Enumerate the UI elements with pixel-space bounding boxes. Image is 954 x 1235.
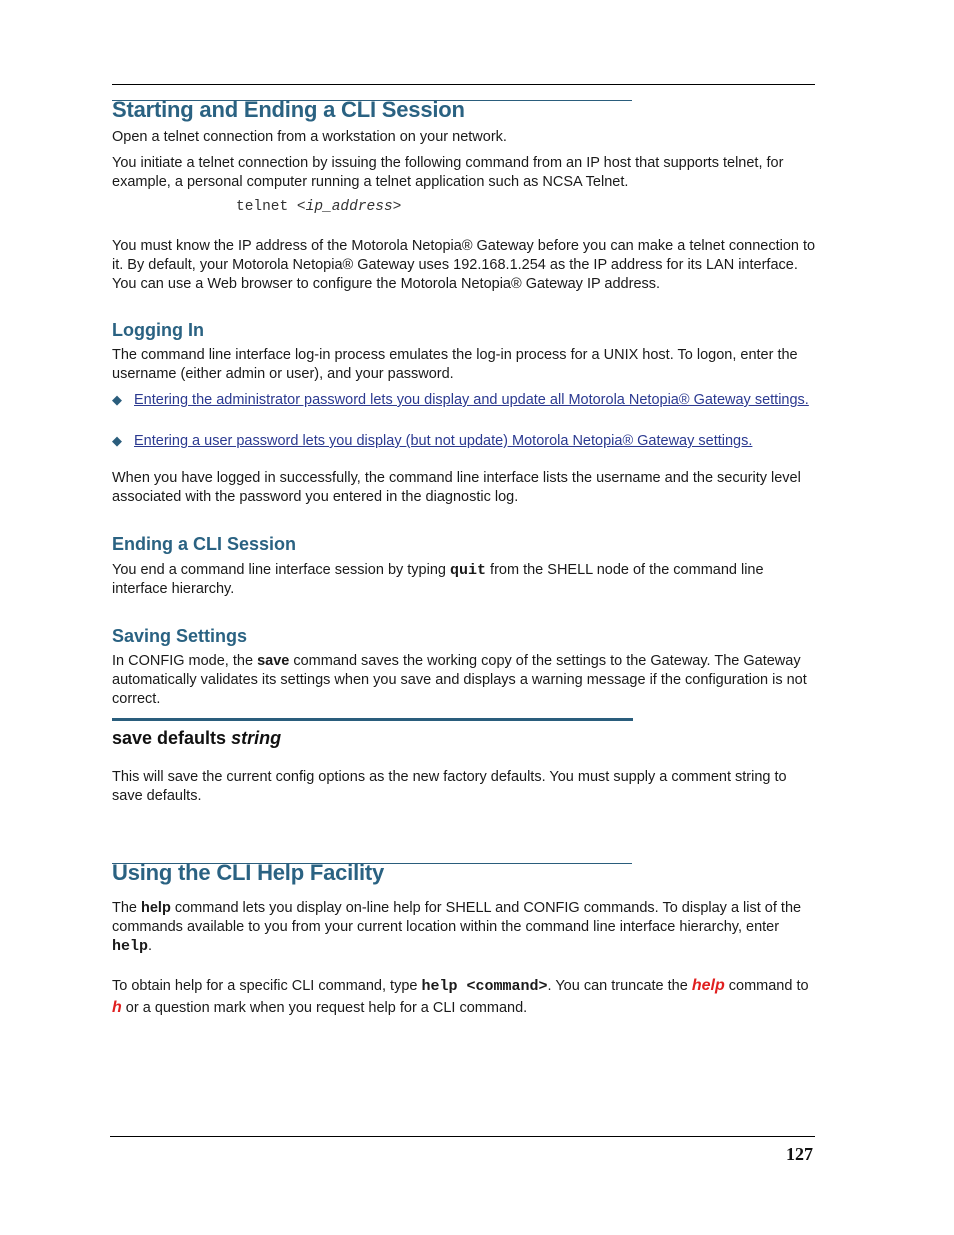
text: You end a command line interface session by typing (112, 562, 451, 578)
subsection-title: Saving Settings (112, 626, 248, 646)
text: or a question mark when you request help for a CLI command. (121, 1000, 528, 1016)
text: In CONFIG mode, the (112, 653, 258, 669)
text: The (112, 900, 142, 916)
code-example (236, 199, 401, 215)
inline-command: help (112, 938, 149, 955)
page-number: 127 (786, 1144, 813, 1164)
text: . (148, 938, 153, 954)
paragraph: Open a telnet connection from a workstation on your network. (112, 129, 507, 145)
code-text: > (392, 199, 402, 215)
text: command saves the working copy of the settings to the Gateway. The Gateway automatically validates its settings when you save and displays a warning message if the configuration is not correct. (112, 653, 807, 707)
command-arg: string (231, 728, 282, 748)
text: . You can truncate the (547, 978, 692, 994)
text: command to (724, 978, 809, 994)
subsection-title: Logging In (112, 320, 204, 340)
subsection-title: Ending a CLI Session (112, 534, 297, 554)
bold-command: help (141, 900, 171, 916)
footer-rule (110, 1136, 815, 1137)
command-title (112, 728, 281, 749)
paragraph (112, 561, 817, 599)
bold-command: save (257, 653, 290, 669)
section-title: Starting and Ending a CLI Session (112, 97, 465, 122)
bullet-item[interactable] (112, 391, 817, 410)
diamond-bullet-icon: ◆ (112, 392, 122, 407)
paragraph: When you have logged in successfully, the command line interface lists the username and the security level associated with the password you entered in the diagnostic log. (112, 470, 801, 505)
highlight-term: h (112, 999, 122, 1016)
code-arg: ip_address (305, 199, 393, 215)
inline-command: help <command> (421, 978, 548, 995)
highlight-term: help (691, 977, 725, 994)
paragraph: You initiate a telnet connection by issuing the following command from an IP host that supports telnet, for example, a personal computer running a telnet application such as NCSA Telnet. (112, 155, 784, 190)
bullet-item[interactable] (112, 432, 817, 451)
paragraph (112, 899, 817, 956)
bullet-link[interactable]: Entering the administrator password lets you display and update all Motorola Netopia® Gateway settings. (134, 392, 809, 408)
text: command lets you display on-line help for SHELL and CONFIG commands. To display a list of the commands available to you from your current location within the command line interface hierarchy, enter (112, 900, 802, 935)
section-title: Using the CLI Help Facility (112, 860, 385, 885)
paragraph (112, 652, 817, 709)
command-rule (112, 718, 633, 721)
text: from the SHELL node of the command line interface hierarchy. (112, 562, 764, 597)
text: To obtain help for a specific CLI command, type (112, 978, 422, 994)
code-text: telnet < (236, 199, 306, 215)
command-name: save defaults (112, 728, 232, 748)
paragraph: The command line interface log-in process emulates the log-in process for a UNIX host. To logon, enter the username (either admin or user), and your password. (112, 347, 798, 382)
inline-command: quit (450, 562, 487, 579)
header-rule (112, 84, 815, 85)
diamond-bullet-icon: ◆ (112, 433, 122, 448)
paragraph: This will save the current config options as the new factory defaults. You must supply a comment string to save defaults. (112, 769, 787, 804)
paragraph (112, 975, 817, 1019)
paragraph: You must know the IP address of the Motorola Netopia® Gateway before you can make a telnet connection to it. By default, your Motorola Netopia® Gateway uses 192.168.1.254 as the IP address for its LAN interface. You can use a Web browser to configure the Motorola Netopia® Gateway IP address. (112, 238, 816, 292)
bullet-link[interactable]: Entering a user password lets you display (but not update) Motorola Netopia® Gateway settings. (134, 433, 753, 449)
